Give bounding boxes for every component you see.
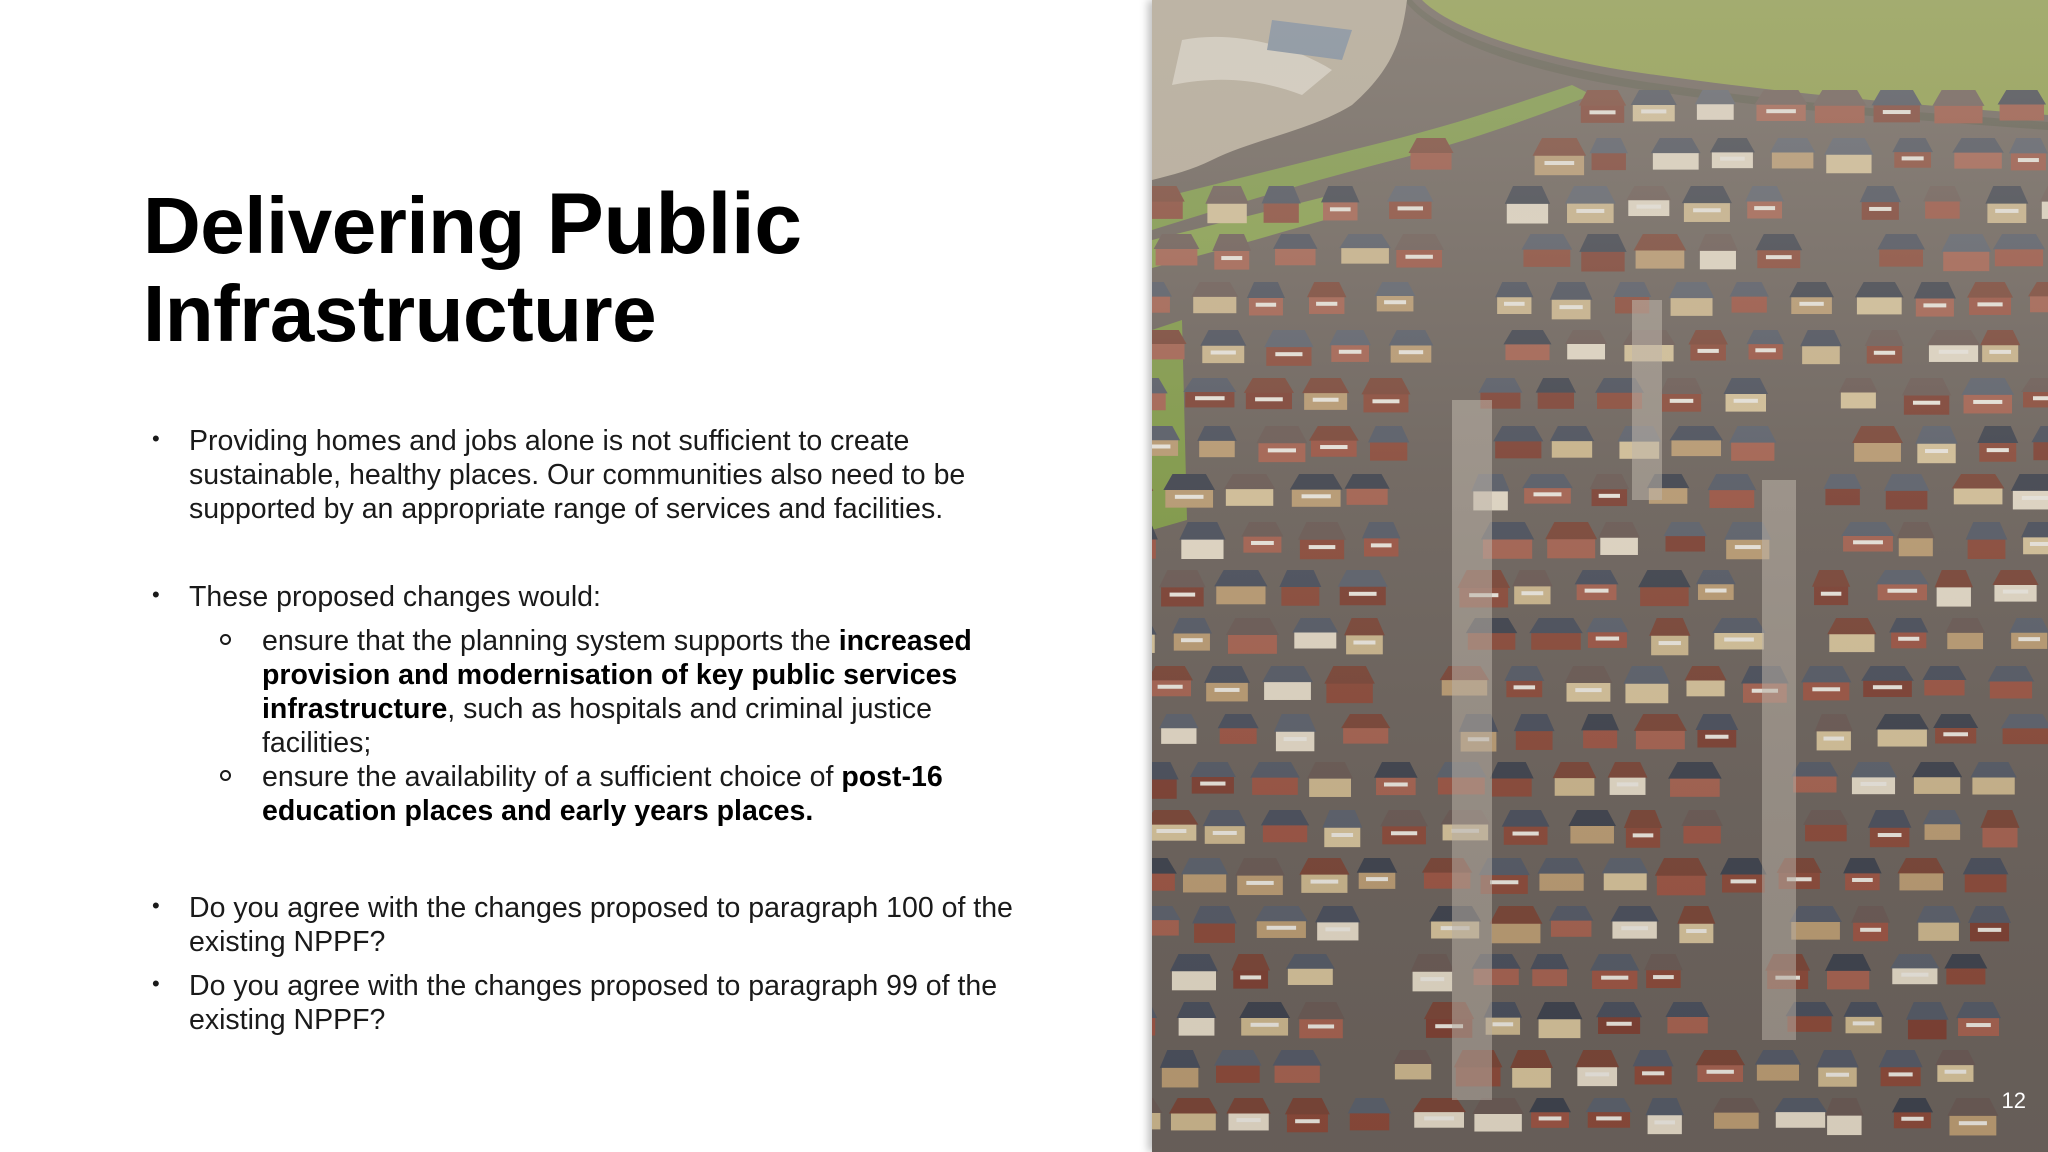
bullet-item: • Do you agree with the changes proposed to paragraph 99 of the existing NPPF? [150,969,1020,1037]
bullet-list [150,424,1020,1037]
sub-bullet-text: ensure that the planning system supports the [262,625,839,657]
title-line-2: Infrastructure [143,269,657,358]
title-part-1: Delivering [143,181,547,270]
bullet-item: • Do you agree with the changes proposed to paragraph 100 of the existing NPPF? [150,891,1020,959]
sub-bullet-bold: post-16 education places and early years places. [262,761,943,827]
bullet-item: • Providing homes and jobs alone is not sufficient to create sustainable, healthy places. Our communities also need to be supported by an appropriate range of services and facilities. [150,424,1020,526]
sub-bullet-text: ensure the availability of a sufficient choice of [262,761,842,793]
title-part-2: Public [546,176,802,272]
title-line-1 [143,176,1043,272]
page-number: 12 [2001,1088,2026,1113]
bullet-item: • These proposed changes would: [150,580,1020,614]
sub-bullet-bold: increased provision and modernisation of key public services infrastructure [262,625,972,725]
sub-bullet-text: , such as hospitals and criminal justice facilities; [262,693,933,759]
sub-bullet-item [150,760,1020,828]
sub-bullet-item [150,624,1020,760]
aerial-housing-photo [1152,0,2048,1152]
slide-title [143,176,1043,358]
aerial-housing-estate-image [1152,0,2048,1152]
